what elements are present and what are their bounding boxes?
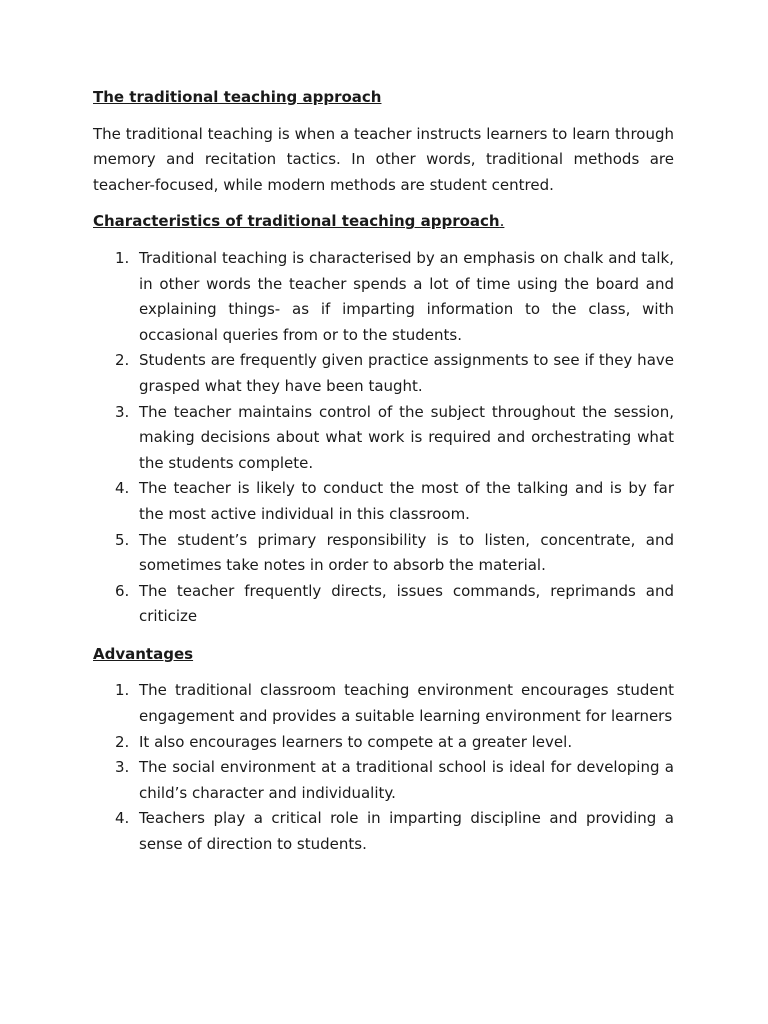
heading-advantages: Advantages xyxy=(93,644,194,663)
list-item-text: The teacher frequently directs, issues commands, reprimands and criticize xyxy=(139,581,674,626)
list-number: 1. xyxy=(115,248,130,267)
heading-characteristics xyxy=(93,209,674,235)
list-item xyxy=(93,806,674,857)
list-item-text: The student’s primary responsibility is to listen, concentrate, and sometimes take notes in order to absorb the material. xyxy=(139,530,674,575)
heading-characteristics-period: . xyxy=(499,212,505,231)
list-number: 4. xyxy=(115,479,130,498)
list-number: 4. xyxy=(115,809,130,828)
list-number: 2. xyxy=(115,732,130,751)
list-item xyxy=(93,755,674,806)
list-number: 2. xyxy=(115,351,130,370)
list-item xyxy=(93,246,674,348)
list-number: 3. xyxy=(115,402,130,421)
list-item-text: Students are frequently given practice assignments to see if they have grasped what they have been taught. xyxy=(139,351,674,395)
list-item-text: The social environment at a traditional school is ideal for developing a child’s character and individuality. xyxy=(139,758,674,802)
heading-traditional-teaching: The traditional teaching approach xyxy=(93,88,382,106)
list-item-text: The teacher is likely to conduct the most of the talking and is by far the most active individual in this classroom. xyxy=(139,479,674,523)
list-item-text: It also encourages learners to compete at a greater level. xyxy=(139,732,573,751)
list-item xyxy=(93,348,674,399)
list-number: 3. xyxy=(115,758,130,777)
intro-paragraph: The traditional teaching is when a teacher instructs learners to learn through memory and recitation tactics. In other words, traditional methods are teacher-focused, while modern methods are student centred. xyxy=(93,124,674,194)
list-item-text: The teacher maintains control of the subject throughout the session, making decisions about what work is required and orchestrating what the students complete. xyxy=(139,402,674,472)
list-item xyxy=(93,400,674,477)
list-item-text: Traditional teaching is characterised by an emphasis on chalk and talk, in other words the teacher spends a lot of time using the board and explaining things- as if imparting information to the class, with occasional queries from or to the students. xyxy=(139,248,674,344)
list-item xyxy=(93,678,674,729)
list-item-text: Teachers play a critical role in imparting discipline and providing a sense of direction to students. xyxy=(139,809,674,854)
list-item xyxy=(93,579,674,630)
list-item xyxy=(93,730,674,756)
advantages-list xyxy=(93,678,674,857)
list-number: 5. xyxy=(115,530,130,549)
list-item xyxy=(93,528,674,579)
characteristics-list xyxy=(93,246,674,630)
list-item-text: The traditional classroom teaching environment encourages student engagement and provides a suitable learning environment for learners xyxy=(139,681,674,726)
list-number: 6. xyxy=(115,581,130,600)
list-item xyxy=(93,476,674,527)
list-number: 1. xyxy=(115,681,130,700)
heading-characteristics-text: Characteristics of traditional teaching approach xyxy=(93,212,500,231)
